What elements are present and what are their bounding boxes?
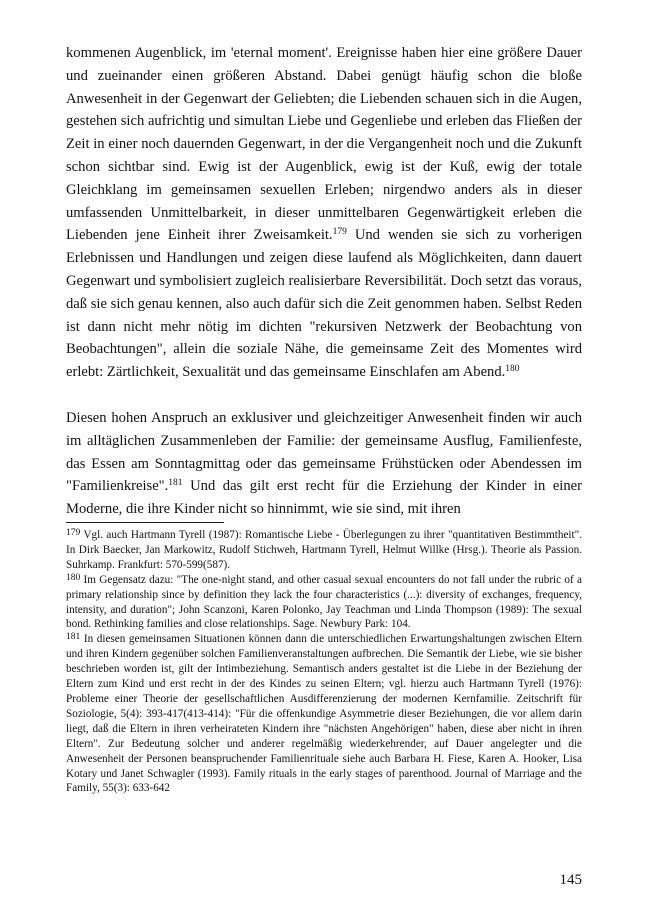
main-text xyxy=(66,42,582,521)
footnote-text: In diesen gemeinsamen Situationen können dann die unterschiedlichen Erwartungshaltungen zwischen Eltern und ihren Kindern gegenüber solchen Familienveranstaltungen aufbrechen. Die Semantik der Liebe, wie sie bisher beschrieben worden ist, gilt der Intimbeziehung. Semantisch anders gestaltet ist die Liebe in der Beziehung der Eltern zum Kind und erst recht in der des Kindes zu seinen Eltern; vgl. hierzu auch Hartmann Tyrell (1976): Probleme einer Theorie der gesellschaftlichen Ausdifferenzierung der modernen Kernfamilie. Zeitschrift für Soziologie, 5(4): 393-417(413-414): "Für die offenkundige Asymmetrie dieser Beziehungen, die vor allem darin liegt, daß die Eltern in ihren verheirateten Kindern ihre "nächsten Angehörigen" haben, diese aber nicht in ihren Eltern". Zur Bedeutung solcher und anderer regelmäßig wiederkehrender, auf Dauer angelegter und die Anwesenheit der Personen beanspruchender Familienrituale siehe auch Barbara H. Fiese, Karen A. Hooker, Lisa Kotary und Janet Schwagler (1993). Family rituals in the early stages of parenthood. Journal of Marriage and the Family, 55(3): 633-642 xyxy=(66,633,582,795)
footnote-separator xyxy=(66,522,224,523)
footnote-text: Im Gegensatz dazu: "The one-night stand, and other casual sexual encounters do not fall under the rubric of a primary relationship since by definition they lack the four characteristics (...): diversity of exchanges, frequency, intensity, and duration"; John Scanzoni, Karen Polonko, Jay Teachman und Linda Thompson (1989): The sexual bond. Rethinking families and close relationships. Sage. Newbury Park: 104. xyxy=(66,573,582,631)
paragraph-text: Und das gilt erst recht für die Erziehung der Kinder in einer Moderne, die ihre Kinder nicht so hinnimmt, wie sie sind, mit ihren xyxy=(66,478,582,518)
paragraph-1 xyxy=(66,42,582,384)
footnote-reference-180: 180 xyxy=(505,364,520,375)
paragraph-text: kommenen Augenblick, im 'eternal moment'. Ereignisse haben hier eine größere Dauer und zueinander einen größeren Abstand. Dabei genügt häufig schon die bloße Anwesenheit in der Gegenwart der Geliebten; die Liebenden schauen sich in die Augen, gestehen sich aufrichtig und simultan Liebe und Gegenliebe und erleben das Fließen der Zeit in einer noch dauernden Gegenwart, in der die Vergangenheit noch und die Zukunft schon sichtbar sind. Ewig ist der Augenblick, ewig ist der Kuß, ewig der totale Gleichklang im gemeinsamen sexuellen Erleben; nirgendwo anders als in dieser umfassenden Unmittelbarkeit, in dieser unmittelbaren Gegenwärtigkeit erleben die Liebenden jene Einheit ihrer Zweisamkeit. xyxy=(66,45,582,244)
paragraph-text: Diesen hohen Anspruch an exklusiver und gleichzeitiger Anwesenheit finden wir auch im alltäglichen Zusammenleben der Familie: der gemeinsame Ausflug, Familienfeste, das Essen am Sonntagmittag oder das gemeinsame Frühstücken oder Abendessen im "Familienkreise". xyxy=(66,409,582,495)
paragraph-2 xyxy=(66,407,582,521)
footnote-number: 181 xyxy=(66,632,81,643)
footnote-180 xyxy=(66,573,582,633)
footnote-181 xyxy=(66,632,582,796)
footnote-reference-179: 179 xyxy=(332,227,347,238)
footnote-number: 180 xyxy=(66,572,81,583)
paragraph-text: Und wenden sie sich zu vorherigen Erlebnissen und Handlungen und zeigen diese laufend als Möglichkeiten, dann dauert Gegenwart und symbolisiert zugleich realisierbare Reversibilität. Doch setzt das voraus, daß sie sich genau kennen, also auch dafür sich die Zeit genommen haben. Selbst Reden ist dann nicht mehr nötig im dichten "rekursiven Netzwerk der Beobachtung von Beobachtungen", allein die soziale Nähe, die gemeinsame Zeit des Momentes wird erlebt: Zärtlichkeit, Sexualität und das gemeinsame Einschlafen am Abend. xyxy=(66,227,582,381)
footnote-reference-181: 181 xyxy=(168,478,183,489)
footnote-number: 179 xyxy=(66,528,81,538)
page-number: 145 xyxy=(559,872,582,888)
footnote-text: Vgl. auch Hartmann Tyrell (1987): Romantische Liebe - Überlegungen zu ihrer "quantitativen Bestimmtheit". In Dirk Baecker, Jan Markowitz, Rudolf Stichweh, Hartmann Tyrell, Helmut Willke (Hrsg.). Theorie als Passion. Suhrkamp. Frankfurt: 570-599(587). xyxy=(66,529,582,571)
book-page xyxy=(66,42,582,912)
footnote-179 xyxy=(66,528,582,573)
footnotes xyxy=(66,528,582,796)
